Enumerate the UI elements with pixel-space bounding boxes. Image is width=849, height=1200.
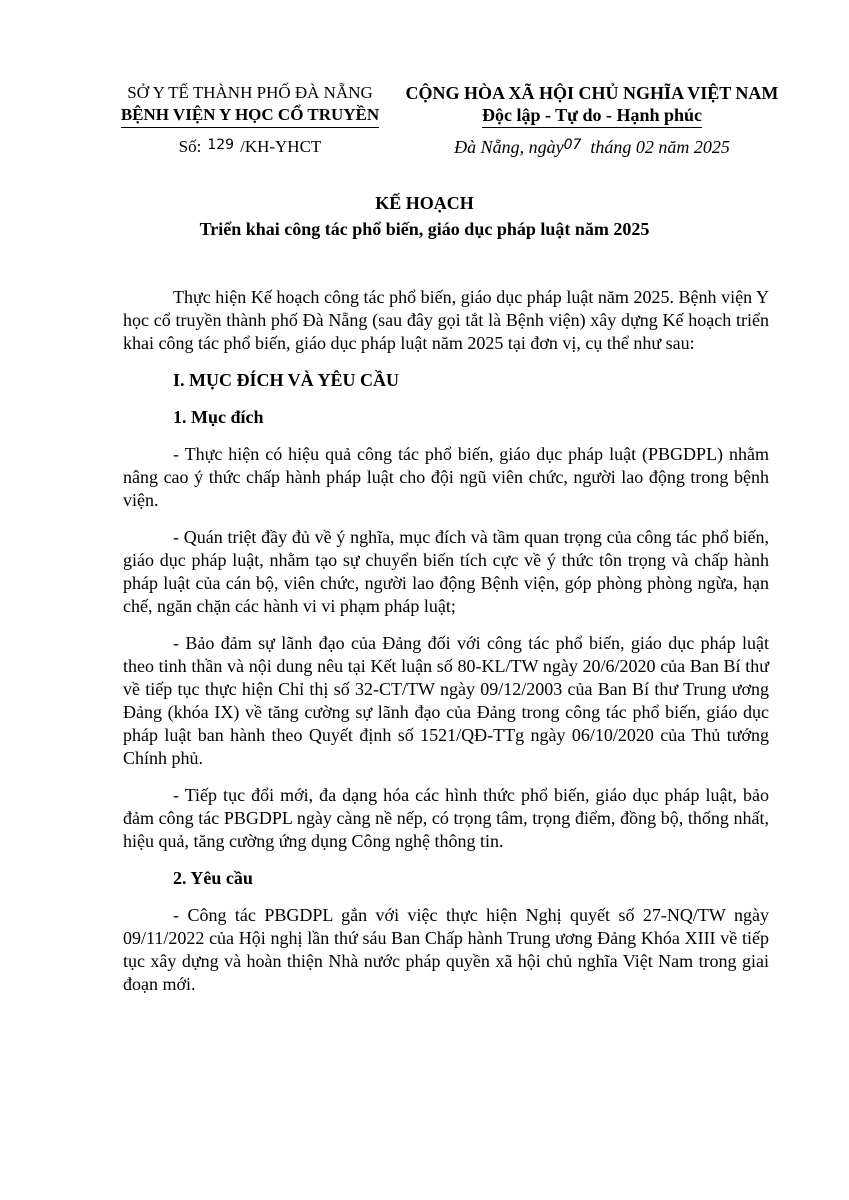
title-subtitle: Triển khai công tác phổ biến, giáo dục pháp luật năm 2025 <box>199 219 650 239</box>
subsection2-heading: 2. Yêu cầu <box>173 868 253 888</box>
national-motto: Độc lập - Tự do - Hạnh phúc <box>482 104 702 128</box>
purpose-item: - Quán triệt đầy đủ về ý nghĩa, mục đích và tầm quan trọng của công tác phổ biến, giáo dục pháp luật, nhằm tạo sự chuyển biến tích cực về ý thức tôn trọng và chấp hành pháp luật của cán bộ, viên chức, người lao động Bệnh viện, góp phòng phòng ngừa, hạn chế, ngăn chặn các hành vi vi phạm pháp luật; <box>123 527 769 616</box>
document-title <box>0 190 849 242</box>
date-rest: tháng 02 năm 2025 <box>590 137 730 157</box>
document-date <box>392 136 792 160</box>
org-line1: SỞ Y TẾ THÀNH PHỐ ĐÀ NẴNG <box>127 83 373 102</box>
title-main: KẾ HOẠCH <box>375 193 474 213</box>
date-day: 07 <box>563 137 582 153</box>
intro-paragraph: Thực hiện Kế hoạch công tác phổ biến, giáo dục pháp luật năm 2025. Bệnh viện Y học cổ truyền thành phố Đà Nẵng (sau đây gọi tắt là Bệnh viện) xây dựng Kế hoạch triển khai công tác phổ biến, giáo dục pháp luật năm 2025 tại đơn vị, cụ thể như sau: <box>123 287 769 353</box>
number-label: Số: <box>178 137 202 156</box>
number-suffix: /KH-YHCT <box>240 137 322 156</box>
country-name: CỘNG HÒA XÃ HỘI CHỦ NGHĨA VIỆT NAM <box>405 83 779 103</box>
document-body <box>123 286 769 1010</box>
requirement-item: - Công tác PBGDPL gắn với việc thực hiện Nghị quyết số 27-NQ/TW ngày 09/11/2022 của Hội nghị lần thứ sáu Ban Chấp hành Trung ương Đảng Khóa XIII về tiếp tục xây dựng và hoàn thiện Nhà nước pháp quyền xã hội chủ nghĩa Việt Nam trong giai đoạn mới. <box>123 905 769 994</box>
purpose-item: - Thực hiện có hiệu quả công tác phổ biến, giáo dục pháp luật (PBGDPL) nhằm nâng cao ý thức chấp hành pháp luật cho đội ngũ viên chức, người lao động trong bệnh viện. <box>123 444 769 510</box>
section1-heading: I. MỤC ĐÍCH VÀ YÊU CẦU <box>173 370 400 390</box>
purpose-item: - Bảo đảm sự lãnh đạo của Đảng đối với công tác phổ biến, giáo dục pháp luật theo tinh thần và nội dung nêu tại Kết luận số 80-KL/TW ngày 20/6/2020 của Ban Bí thư về tiếp tục thực hiện Chỉ thị số 32-CT/TW ngày 09/12/2003 của Ban Bí thư Trung ương Đảng (khóa IX) về tăng cường sự lãnh đạo của Đảng trong công tác phổ biến, giáo dục pháp luật ban hành theo Quyết định số 1521/QĐ-TTg ngày 06/10/2020 của Thủ tướng Chính phủ. <box>123 633 769 768</box>
date-prefix: Đà Nẵng, ngày <box>454 137 564 157</box>
subsection1-heading: 1. Mục đích <box>173 407 264 427</box>
national-header-block <box>392 82 792 160</box>
document-number <box>100 136 400 159</box>
issuing-organization-block <box>100 82 400 159</box>
purpose-item: - Tiếp tục đổi mới, đa dạng hóa các hình thức phổ biến, giáo dục pháp luật, bảo đảm công tác PBGDPL ngày càng nề nếp, có trọng tâm, trọng điểm, đồng bộ, thống nhất, hiệu quả, tăng cường ứng dụng Công nghệ thông tin. <box>123 785 769 851</box>
number-value: 129 <box>207 137 235 153</box>
org-line2: BỆNH VIỆN Y HỌC CỔ TRUYỀN <box>121 104 379 128</box>
